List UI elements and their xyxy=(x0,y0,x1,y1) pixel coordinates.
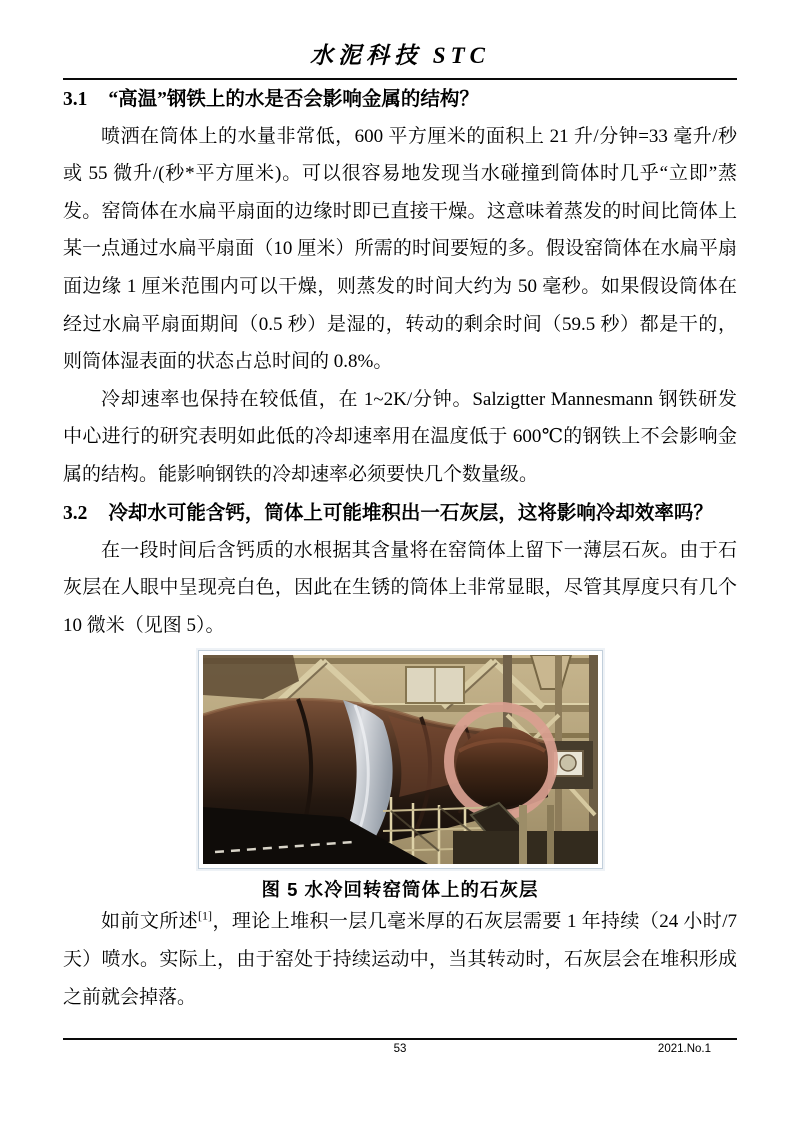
page-footer xyxy=(63,1038,737,1062)
page-number: 53 xyxy=(393,1043,407,1055)
kiln-photo xyxy=(198,650,603,869)
header-divider xyxy=(63,78,737,80)
closing-text-after-ref: ，理论上堆积一层几毫米厚的石灰层需要 1 年持续（24 小时/7 天）喷水。实际上，由于窑处于持续运动中，当其转动时，石灰层会在堆积形成之前就会掉落。 xyxy=(63,911,737,1008)
issue-number: 2021.No.1 xyxy=(657,1043,711,1055)
citation-reference: [1] xyxy=(198,908,213,923)
kiln-photo-illustration xyxy=(203,655,598,864)
section-heading-3-2 xyxy=(63,498,737,530)
closing-text-before-ref: 如前文所述 xyxy=(101,911,199,933)
paragraph-cooling-rate: 冷却速率也保持在较低值，在 1~2K/分钟。Salzigtter Mannesmann 钢铁研发中心进行的研究表明如此低的冷却速率用在温度低于 600℃的钢铁上不会影响金属的结构。能影响钢铁的冷却速率必须要快几个数量级。 xyxy=(63,388,737,485)
journal-title: 水泥科技 STC xyxy=(310,43,490,68)
footer-row xyxy=(63,1040,737,1062)
paragraph-lime-layer: 在一段时间后含钙质的水根据其含量将在窑筒体上留下一薄层石灰。由于石灰层在人眼中呈现亮白色，因此在生锈的筒体上非常显眼，尽管其厚度只有几个 10 微米（见图 5）。 xyxy=(63,539,737,636)
section-number: 3.1 xyxy=(63,88,88,110)
figure-5 xyxy=(63,650,737,903)
paragraph-water-amount: 喷洒在筒体上的水量非常低，600 平方厘米的面积上 21 升/分钟=33 毫升/秒或 55 微升/(秒*平方厘米)。可以很容易地发现当水碰撞到筒体时几乎“立即”蒸发。窑筒体在水扁平扇面的边缘时即已直接干燥。这意味着蒸发的时间比筒体上某一点通过水扁平扇面（10 厘米）所需的时间要短的多。假设窑筒体在水扁平扇面边缘 1 厘米范围内可以干燥，则蒸发的时间大约为 50 毫秒。如果假设筒体在经过水扁平扇面期间（0.5 秒）是湿的，转动的剩余时间（59.5 秒）都是干的，则筒体湿表面的状态占总时间的 0.8%。 xyxy=(63,125,737,373)
figure-caption: 图 5 水冷回转窑筒体上的石灰层 xyxy=(261,879,539,901)
section-heading-3-1 xyxy=(63,84,737,116)
section-title: “高温”钢铁上的水是否会影响金属的结构？ xyxy=(108,88,479,110)
section-number: 3.2 xyxy=(63,502,88,524)
paragraph-with-reference xyxy=(63,903,737,1016)
page-content xyxy=(63,0,737,1016)
section-title: 冷却水可能含钙，筒体上可能堆积出一石灰层，这将影响冷却效率吗？ xyxy=(108,502,713,524)
